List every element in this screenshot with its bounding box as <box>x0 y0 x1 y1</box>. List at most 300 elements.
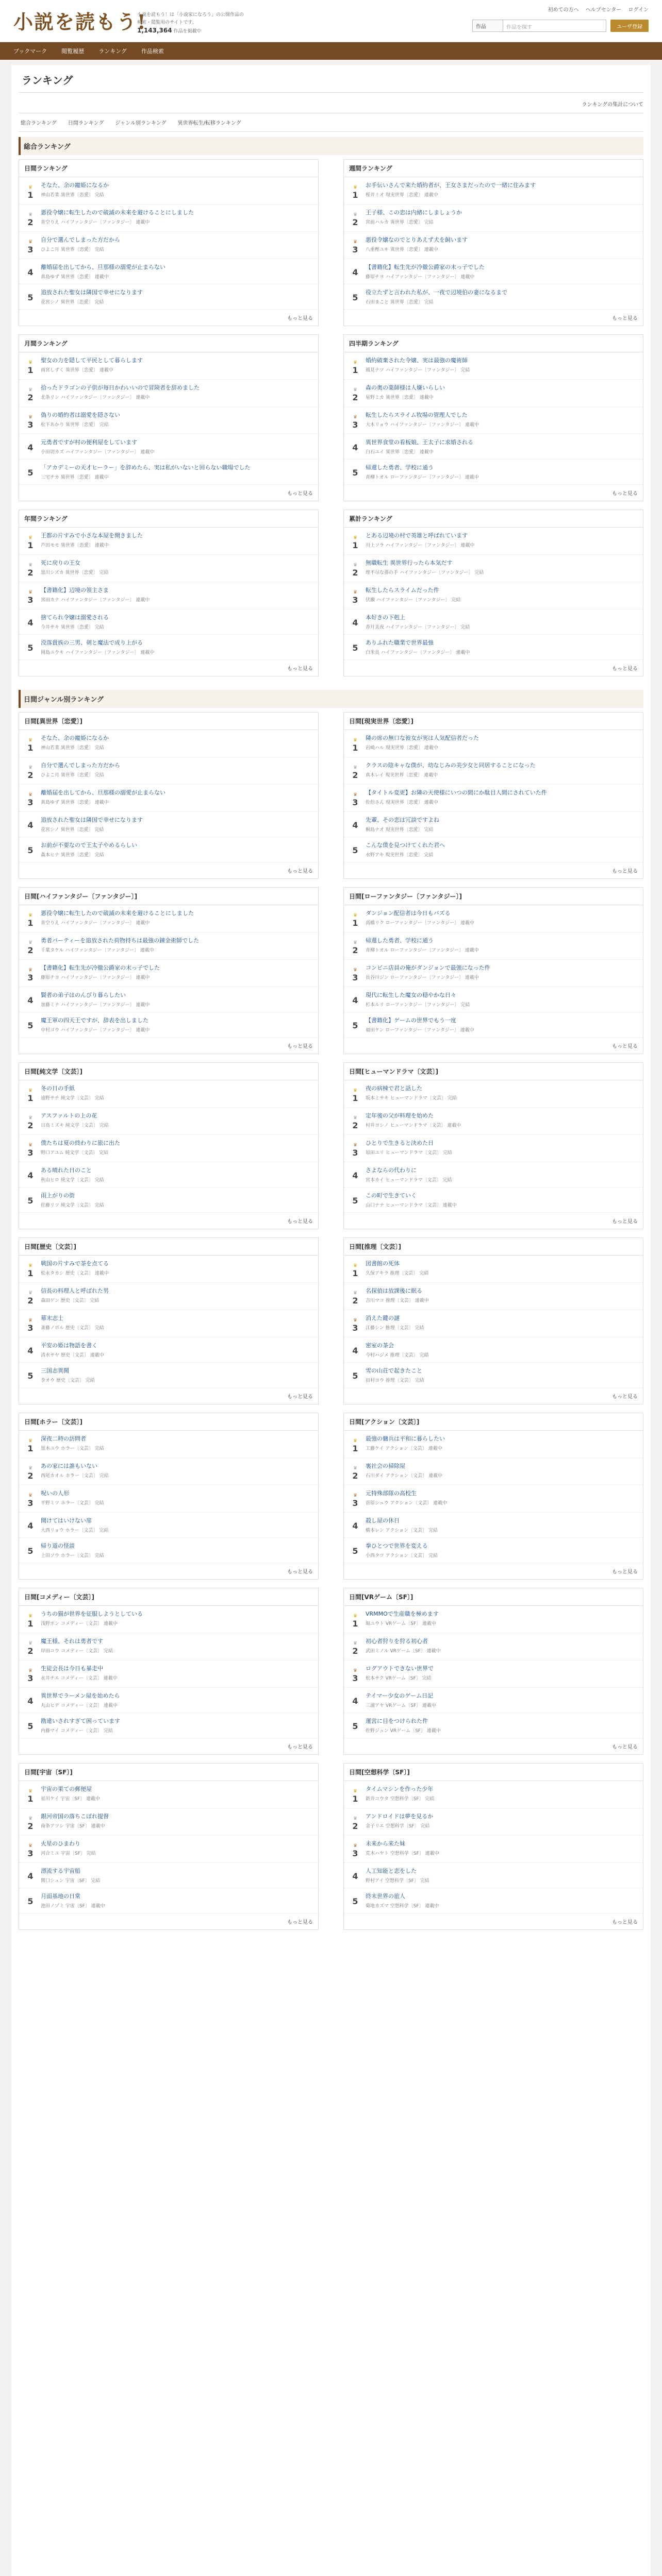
novel-meta: 武田ミノル VRゲーム〔SF〕 連載中 <box>366 1649 441 1654</box>
more-link[interactable]: もっと見る <box>287 1569 313 1575</box>
novel-title-link[interactable]: ありふれた職業で世界最強 <box>366 639 434 646</box>
novel-title-link[interactable]: 婚約破棄された令嬢、実は最強の魔術師 <box>366 357 468 364</box>
novel-title-link[interactable]: 終末世界の旅人 <box>366 1893 405 1900</box>
novel-meta: 堀ユウト VRゲーム〔SF〕 連載中 <box>366 1621 437 1626</box>
more-link[interactable]: もっと見る <box>287 316 313 321</box>
ranking-item <box>344 380 643 407</box>
novel-meta: 岡島ユウキ ハイファンタジー〔ファンタジー〕 連載中 <box>41 650 155 655</box>
ranking-item-body <box>361 1892 638 1909</box>
novel-title-link[interactable]: 勘違いされすぎて困っています <box>41 1718 120 1724</box>
ranking-item-body <box>361 1139 638 1158</box>
novel-title-link[interactable]: 殺し屋の休日 <box>366 1517 400 1524</box>
rank-digit: 5 <box>27 468 34 478</box>
ranking-box-title: 年間ランキング <box>19 510 318 528</box>
ranking-item <box>344 1135 643 1162</box>
novel-title-link[interactable]: 無職転生 異世界行ったら本気だす <box>366 560 453 566</box>
novel-meta: 松下あかり 異世界〔恋愛〕 完結 <box>41 422 109 428</box>
ranking-item <box>344 837 643 862</box>
novel-title-link[interactable]: 人工知能と恋をした <box>366 1868 417 1874</box>
novel-title-link[interactable]: 消えた鍵の謎 <box>366 1315 400 1321</box>
rank-digit: 4 <box>27 1696 34 1706</box>
novel-title-link[interactable]: 信長の料理人と呼ばれた男 <box>41 1287 109 1294</box>
novel-title-link[interactable]: VRMMOで生産職を極めます <box>366 1611 439 1617</box>
novel-title-link[interactable]: 名探偵は放課後に眠る <box>366 1287 422 1294</box>
rank-number <box>24 1840 37 1858</box>
novel-title-link[interactable]: 銀河帝国の落ちこぼれ提督 <box>41 1813 109 1820</box>
ranking-item-body <box>37 236 313 255</box>
novel-title-link[interactable]: あの家には誰もいない <box>41 1463 97 1469</box>
crown-icon: ♛ <box>353 1614 358 1619</box>
novel-title-link[interactable]: 「アカデミーの天才ヒーラー」を辞めたら、実は私がいないと回らない職場でした <box>41 464 251 471</box>
ranking-item <box>19 555 318 582</box>
ranking-item <box>19 1863 318 1888</box>
novel-meta: 青空りえ ハイファンタジー〔ファンタジー〕 連載中 <box>41 220 150 225</box>
global-nav <box>0 42 662 60</box>
more-link[interactable]: もっと見る <box>287 1920 313 1925</box>
rank-number <box>349 816 361 833</box>
novel-title-link[interactable]: 王子様、この恋は内緒にしましょうか <box>366 209 462 216</box>
novel-title-link[interactable]: 密室の茶会 <box>366 1342 394 1349</box>
crown-icon: ♛ <box>353 940 358 945</box>
novel-title-link[interactable]: 【書籍化】辺境の領主さま <box>41 587 109 594</box>
ranking-item-body <box>37 1342 313 1358</box>
novel-title-link[interactable]: 幕末志士 <box>41 1315 63 1321</box>
novel-title-link[interactable]: 隣の席の無口な彼女が実は人気配信者だった <box>366 735 479 741</box>
rank-number <box>24 1610 37 1629</box>
ranking-item <box>19 1538 318 1563</box>
rank-digit: 3 <box>352 1148 358 1158</box>
ranking-item <box>19 205 318 232</box>
ranking-item <box>344 528 643 555</box>
crown-icon: ♛ <box>28 1088 33 1093</box>
ranking-item <box>19 1888 318 1913</box>
ranking-item-body <box>37 411 313 430</box>
crown-icon: ♛ <box>353 1843 358 1849</box>
novel-meta: 大木リョウ ハイファンタジー〔ファンタジー〕 連載中 <box>366 422 479 428</box>
rank-digit: 1 <box>352 918 358 928</box>
rank-number <box>349 761 361 780</box>
rank-number <box>24 841 37 858</box>
rank-number <box>349 559 361 578</box>
novel-meta: 松本サク VRゲーム〔SF〕 完結 <box>366 1676 432 1681</box>
novel-title-link[interactable]: タイムマシンを作った少年 <box>366 1786 434 1792</box>
ranking-item-body <box>37 1892 313 1909</box>
novel-title-link[interactable]: 本好きの下剋上 <box>366 614 405 621</box>
ranking-box-title: 日間[空想科学〔SF〕] <box>344 1764 643 1781</box>
rank-number <box>349 909 361 928</box>
novel-title-link[interactable]: 冬の日の手紙 <box>41 1085 75 1092</box>
rank-digit: 5 <box>352 1896 358 1906</box>
rank-number <box>349 1840 361 1858</box>
novel-title-link[interactable]: そなた、余の寵姫になるか <box>41 182 109 189</box>
novel-title-link[interactable]: ダンジョン配信者は今日もバズる <box>366 910 451 917</box>
toplink-beginner[interactable]: 初めての方へ <box>548 7 579 13</box>
rank-digit: 3 <box>352 595 358 605</box>
crown-icon: ♛ <box>353 185 358 190</box>
nav-ranking[interactable]: ランキング <box>98 48 127 55</box>
crown-icon: ♛ <box>28 1143 33 1148</box>
novel-meta: 菅原シュウ アクション〔文芸〕 連載中 <box>366 1501 448 1506</box>
novel-title-link[interactable]: 雨上がりの街 <box>41 1192 75 1199</box>
novel-title-link[interactable]: 裏社会の掃除屋 <box>366 1463 405 1469</box>
more-link[interactable]: もっと見る <box>612 316 638 321</box>
novel-title-link[interactable]: 帰還した勇者、学校に通う <box>366 937 434 944</box>
rank-number <box>24 438 37 455</box>
novel-title-link[interactable]: 生徒会長は今日も暴走中 <box>41 1665 103 1672</box>
novel-title-link[interactable]: 夜の病棟で君と話した <box>366 1085 422 1092</box>
novel-title-link[interactable]: 開けてはいけない扉 <box>41 1517 92 1524</box>
novel-title-link[interactable]: この町で生きていく <box>366 1192 417 1199</box>
novel-title-link[interactable]: 【書籍化】ゲームの世界でもう一度 <box>366 1017 456 1024</box>
ranking-item <box>344 1713 643 1738</box>
novel-title-link[interactable]: 僕たちは夏の終わりに旅に出た <box>41 1140 120 1146</box>
novel-title-link[interactable]: さよならの代わりに <box>366 1167 417 1174</box>
tab-isekai[interactable]: 異世界転生/転移ランキング <box>177 121 241 126</box>
novel-title-link[interactable]: ログアウトできない世界で <box>366 1665 434 1672</box>
more-link[interactable]: もっと見る <box>287 1394 313 1400</box>
novel-title-link[interactable]: 戦国の片すみで茶を点てる <box>41 1260 109 1267</box>
crown-icon: ♛ <box>28 240 33 245</box>
novel-meta: 荒木ハヤト 空想科学〔SF〕 連載中 <box>366 1851 439 1856</box>
novel-title-link[interactable]: とある辺境の村で英雄と呼ばれています <box>366 532 468 539</box>
novel-title-link[interactable]: 漂流する宇宙船 <box>41 1868 80 1874</box>
more-link[interactable]: もっと見る <box>612 666 638 672</box>
novel-meta: 原田ユリ ヒューマンドラマ〔文芸〕 完結 <box>366 1150 452 1156</box>
ranking-item <box>19 1660 318 1688</box>
novel-title-link[interactable]: 元勇者ですが村の便利屋をしています <box>41 439 137 446</box>
toplink-help[interactable]: ヘルプセンター <box>585 7 622 13</box>
ranking-item <box>19 1135 318 1162</box>
search-input[interactable]: 作品を探す <box>503 20 606 32</box>
more-link[interactable]: もっと見る <box>612 1920 638 1925</box>
ranking-item <box>344 905 643 933</box>
crown-icon: ♛ <box>353 1088 358 1093</box>
novel-title-link[interactable]: アンドロイドは夢を見るか <box>366 1813 434 1820</box>
novel-title-link[interactable]: 聖女の力を隠して平民として暮らします <box>41 357 143 364</box>
nav-history[interactable]: 閲覧履歴 <box>61 48 85 55</box>
novel-meta: 藤原チヨ ハイファンタジー〔ファンタジー〕 連載中 <box>41 975 150 980</box>
rank-number <box>24 464 37 480</box>
novel-title-link[interactable]: 王都の片すみで小さな本屋を開きました <box>41 532 143 539</box>
novel-title-link[interactable]: 深夜二時の訪問者 <box>41 1435 86 1442</box>
more-link[interactable]: もっと見る <box>612 1569 638 1575</box>
rank-number <box>349 1139 361 1158</box>
ranking-item <box>344 407 643 434</box>
novel-title-link[interactable]: 没落貴族の三男、剣と魔法で成り上がる <box>41 639 143 646</box>
ranking-item <box>19 582 318 609</box>
section-heading: 総合ランキング <box>19 137 643 155</box>
rank-digit: 2 <box>352 770 358 780</box>
ranking-box <box>19 159 319 326</box>
ranking-item <box>344 1888 643 1913</box>
ranking-item-body <box>37 1812 313 1831</box>
novel-title-link[interactable]: 転生したらスライム牧場の管理人でした <box>366 412 468 418</box>
novel-meta: 杉本ルリ ローファンタジー〔ファンタジー〕 完結 <box>366 1003 470 1008</box>
novel-title-link[interactable]: 運営に目をつけられた件 <box>366 1718 428 1724</box>
crown-icon: ♛ <box>28 1789 33 1794</box>
ranking-item <box>19 1633 318 1660</box>
novel-meta: 香月美夜 ハイファンタジー〔ファンタジー〕 完結 <box>366 625 470 630</box>
novel-title-link[interactable]: 最強の傭兵は平和に暮らしたい <box>366 1435 445 1442</box>
novel-title-link[interactable]: 宇宙の果ての郵便屋 <box>41 1786 92 1792</box>
nav-bookmark[interactable]: ブックマーク <box>13 48 47 55</box>
ranking-item-body <box>361 559 638 578</box>
crown-icon: ♛ <box>353 535 358 540</box>
rank-number <box>349 384 361 402</box>
crown-icon: ♛ <box>353 1115 358 1121</box>
toplink-login[interactable]: ログイン <box>628 7 649 13</box>
novel-title-link[interactable]: ある晴れた日のこと <box>41 1167 92 1174</box>
novel-title-link[interactable]: うちの猫が世界を征服しようとしている <box>41 1611 143 1617</box>
more-link[interactable]: もっと見る <box>612 1744 638 1750</box>
crown-icon: ♛ <box>353 1789 358 1794</box>
rank-number <box>349 1489 361 1508</box>
ranking-item-body <box>361 1084 638 1103</box>
ranking-item <box>344 1513 643 1538</box>
novel-title-link[interactable]: 月面基地の日常 <box>41 1893 80 1900</box>
novel-meta: 内藤マイ コメディー〔文芸〕 完結 <box>41 1728 113 1734</box>
ranking-item <box>344 1283 643 1310</box>
novel-title-link[interactable]: こんな僕を見つけてくれた君へ <box>366 842 445 849</box>
rank-digit: 1 <box>27 540 34 550</box>
rank-digit: 4 <box>352 443 358 452</box>
rank-number <box>24 1867 37 1884</box>
rank-digit: 5 <box>27 1546 34 1556</box>
novel-title-link[interactable]: コンビニ店員の俺がダンジョンで最強になった件 <box>366 964 490 971</box>
novel-title-link[interactable]: 追放された聖女は隣国で幸せになります <box>41 817 143 823</box>
novel-title-link[interactable]: 悪役令嬢なのでとりあえず犬を飼います <box>366 236 468 243</box>
novel-meta: 平野ミツ ホラー〔文芸〕 完結 <box>41 1501 104 1506</box>
novel-meta: 北条リン ハイファンタジー〔ファンタジー〕 連載中 <box>41 395 150 400</box>
novel-title-link[interactable]: 魔王軍の四天王ですが、辞表を出しました <box>41 1017 148 1024</box>
novel-title-link[interactable]: 異世界でラーメン屋を始めたら <box>41 1692 120 1699</box>
rank-number <box>349 1717 361 1734</box>
rank-number <box>24 1462 37 1481</box>
novel-title-link[interactable]: 役立たずと言われた私が、一夜で辺境伯の妻になるまで <box>366 289 507 296</box>
novel-title-link[interactable]: 図書館の死体 <box>366 1260 400 1267</box>
more-link[interactable]: もっと見る <box>287 666 313 672</box>
novel-title-link[interactable]: 初心者狩りを狩る初心者 <box>366 1638 428 1645</box>
more-link[interactable]: もっと見る <box>287 1044 313 1049</box>
ranking-item <box>19 757 318 785</box>
nav-search[interactable]: 作品検索 <box>141 48 164 55</box>
rank-digit: 2 <box>352 1471 358 1481</box>
ranking-item-body <box>361 1517 638 1533</box>
ranking-item-body <box>37 1517 313 1533</box>
novel-meta: 森田ゲン 歴史〔文芸〕 完結 <box>41 1298 100 1303</box>
novel-title-link[interactable]: お前が不要なので王太子やめるらしい <box>41 842 137 849</box>
rank-number <box>24 1892 37 1909</box>
rank-number <box>24 1812 37 1831</box>
ranking-item <box>19 1283 318 1310</box>
novel-title-link[interactable]: 現代に転生した魔女の穏やかな日々 <box>366 992 456 998</box>
novel-title-link[interactable]: 呪いの人形 <box>41 1490 69 1497</box>
rank-digit: 3 <box>352 420 358 430</box>
ranking-item-body <box>37 841 313 858</box>
ranking-item <box>19 1363 318 1388</box>
novel-meta: 池田ノゾミ 宇宙〔SF〕 連載中 <box>41 1904 105 1909</box>
novel-meta: 藤原チヨ ハイファンタジー〔ファンタジー〕 連載中 <box>366 275 475 280</box>
rank-digit: 1 <box>352 1268 358 1278</box>
search-type-select[interactable]: 作品 <box>472 20 503 32</box>
more-link[interactable]: もっと見る <box>287 869 313 874</box>
ranking-item <box>19 933 318 960</box>
register-button[interactable]: ユーザ登録 <box>610 20 649 32</box>
novel-title-link[interactable]: 魔王様、それは勇者です <box>41 1638 103 1645</box>
novel-meta: 橋本レン アクション〔文芸〕 完結 <box>366 1528 438 1533</box>
novel-meta: 黒木ユウ ホラー〔文芸〕 完結 <box>41 1446 104 1451</box>
crown-icon: ♛ <box>353 1493 358 1498</box>
novel-title-link[interactable]: 定年後の父が料理を始めた <box>366 1112 434 1119</box>
search-area <box>472 20 649 32</box>
novel-title-link[interactable]: 自分で選んでしまった方だから <box>41 236 120 243</box>
site-logo[interactable]: 小説を読もう! <box>13 10 147 33</box>
novel-meta: 真木レイ 現実世界〔恋愛〕 連載中 <box>366 773 438 778</box>
novel-title-link[interactable]: 先輩、その恋は冗談ですよね <box>366 817 439 823</box>
ranking-item-body <box>37 614 313 630</box>
novel-meta: 遠野サチ 純文学〔文芸〕 完結 <box>41 1096 104 1101</box>
crown-icon: ♛ <box>28 1668 33 1673</box>
novel-title-link[interactable]: 捨てられ令嬢は溺愛される <box>41 614 109 621</box>
tab-total[interactable]: 総合ランキング <box>21 121 57 126</box>
novel-meta: 長谷川ジン ローファンタジー〔ファンタジー〕 連載中 <box>366 975 479 980</box>
more-link[interactable]: もっと見る <box>287 1219 313 1225</box>
novel-meta: 芦田モモ 異世界〔恋愛〕 連載中 <box>41 543 109 548</box>
novel-title-link[interactable]: 偽りの婚約者は溺愛を隠さない <box>41 412 120 418</box>
novel-title-link[interactable]: 拾ったドラゴンの子供が毎日かわいいので冒険者を辞めました <box>41 384 200 391</box>
rank-digit: 4 <box>27 443 34 452</box>
novel-title-link[interactable]: テイマー少女のゲーム日記 <box>366 1692 434 1699</box>
novel-title-link[interactable]: 【書籍化】転生先が冷徹公爵家の末っ子でした <box>41 964 160 971</box>
tab-genre[interactable]: ジャンル別ランキング <box>115 121 167 126</box>
novel-title-link[interactable]: 火星のひまわり <box>41 1840 80 1847</box>
novel-meta: 花宮シノ 異世界〔恋愛〕 完結 <box>41 827 104 833</box>
ranking-item-body <box>361 181 638 200</box>
novel-title-link[interactable]: 帰還した勇者、学校に通う <box>366 464 434 471</box>
rank-digit: 3 <box>27 420 34 430</box>
more-link[interactable]: もっと見る <box>612 1394 638 1400</box>
rank-digit: 2 <box>27 568 34 578</box>
ranking-help-link[interactable]: ランキングの集計について <box>582 102 643 108</box>
more-link[interactable]: もっと見る <box>287 491 313 497</box>
novel-meta: 南条アツシ 宇宙〔SF〕 連載中 <box>41 1824 105 1829</box>
more-link[interactable]: もっと見る <box>287 1744 313 1750</box>
ranking-item-body <box>361 1342 638 1358</box>
rank-digit: 1 <box>27 1794 34 1804</box>
ranking-item <box>19 960 318 987</box>
more-link[interactable]: もっと見る <box>612 1044 638 1049</box>
rank-number <box>349 991 361 1008</box>
novel-title-link[interactable]: 自分で選んでしまった方だから <box>41 762 120 769</box>
novel-title-link[interactable]: 拳ひとつで世界を変える <box>366 1543 428 1549</box>
novel-title-link[interactable]: 帰り道の怪談 <box>41 1543 75 1549</box>
rank-number <box>24 1517 37 1533</box>
ranking-item-body <box>361 789 638 807</box>
rank-number <box>349 586 361 605</box>
novel-title-link[interactable]: 死に戻りの王女 <box>41 560 80 566</box>
novel-title-link[interactable]: 未来から来た妹 <box>366 1840 405 1847</box>
crown-icon: ♛ <box>28 212 33 217</box>
rank-digit: 3 <box>27 1323 34 1333</box>
rank-digit: 3 <box>352 245 358 255</box>
rank-digit: 5 <box>352 1196 358 1206</box>
novel-title-link[interactable]: クラスの陰キャな僕が、幼なじみの美少女と同居することになった <box>366 762 536 769</box>
novel-title-link[interactable]: 【タイトル変更】お隣の天使様にいつの間にか駄目人間にされていた件 <box>366 789 547 796</box>
rank-number <box>349 614 361 630</box>
novel-title-link[interactable]: ひとりで生きると決めた日 <box>366 1140 434 1146</box>
novel-title-link[interactable]: 離婚届を出してから、旦那様の溺愛が止まらない <box>41 264 166 270</box>
crown-icon: ♛ <box>28 1263 33 1268</box>
novel-title-link[interactable]: そなた、余の寵姫になるか <box>41 735 109 741</box>
rank-digit: 4 <box>352 995 358 1005</box>
ranking-box <box>343 159 643 326</box>
ranking-item <box>344 1431 643 1458</box>
rank-digit: 3 <box>352 1673 358 1683</box>
rank-digit: 5 <box>352 293 358 302</box>
rank-number <box>24 1367 37 1383</box>
rank-digit: 2 <box>352 1296 358 1306</box>
novel-title-link[interactable]: 追放された聖女は隣国で幸せになります <box>41 289 143 296</box>
novel-title-link[interactable]: 悪役令嬢に転生したので破滅の未来を避けることにしました <box>41 910 194 917</box>
rank-number <box>349 1016 361 1033</box>
more-link[interactable]: もっと見る <box>612 1219 638 1225</box>
novel-title-link[interactable]: 元特殊部隊の高校生 <box>366 1490 417 1497</box>
novel-title-link[interactable]: 勇者パーティーを追放された荷物持ちは最強の錬金術師でした <box>41 937 200 944</box>
novel-title-link[interactable]: 森の奥の薬師様は人嫌いらしい <box>366 384 445 391</box>
rank-number <box>349 1692 361 1708</box>
novel-title-link[interactable]: アスファルトの上の花 <box>41 1112 97 1119</box>
novel-title-link[interactable]: 雪の山荘で起きたこと <box>366 1367 422 1374</box>
novel-title-link[interactable]: 賢者の弟子はのんびり暮らしたい <box>41 992 126 998</box>
novel-meta: 三宅チカ 異世界〔恋愛〕 連載中 <box>41 475 109 480</box>
novel-title-link[interactable]: 離婚届を出してから、旦那様の溺愛が止まらない <box>41 789 166 796</box>
ranking-item-body <box>361 1867 638 1884</box>
novel-title-link[interactable]: 悪役令嬢に転生したので破滅の未来を避けることにしました <box>41 209 194 216</box>
rank-number <box>24 289 37 305</box>
novel-meta: 今村ハジメ 推理〔文芸〕 完結 <box>366 1353 429 1358</box>
ranking-item-body <box>361 1637 638 1656</box>
novel-title-link[interactable]: お手伝いさんで来た婚約者が、王女さまだったので一緒に住みます <box>366 182 536 189</box>
crown-icon: ♛ <box>353 1143 358 1148</box>
novel-meta: 森本ヒナ 異世界〔恋愛〕 完結 <box>41 853 104 858</box>
novel-title-link[interactable]: 異世界食堂の看板娘、王太子に求婚される <box>366 439 473 446</box>
rank-digit: 1 <box>27 1444 34 1453</box>
rank-digit: 2 <box>27 393 34 402</box>
novel-meta: 秋山ヒロ 純文学〔文芸〕 完結 <box>41 1178 104 1183</box>
ranking-box-title: 日間[推理〔文芸〕] <box>344 1238 643 1256</box>
rank-number <box>24 1287 37 1306</box>
crown-icon: ♛ <box>353 563 358 568</box>
novel-title-link[interactable]: 【書籍化】転生先が冷徹公爵家の末っ子でした <box>366 264 485 270</box>
more-link[interactable]: もっと見る <box>612 491 638 497</box>
crown-icon: ♛ <box>353 765 358 770</box>
ranking-item <box>344 434 643 460</box>
novel-title-link[interactable]: 三国志異聞 <box>41 1367 69 1374</box>
rank-digit: 2 <box>352 393 358 402</box>
ranking-item <box>19 232 318 259</box>
rank-digit: 1 <box>27 918 34 928</box>
novel-title-link[interactable]: 平安の姫は物語を書く <box>41 1342 97 1349</box>
novel-title-link[interactable]: 転生したらスライムだった件 <box>366 587 439 594</box>
ranking-item <box>344 177 643 205</box>
tab-daily[interactable]: 日間ランキング <box>68 121 104 126</box>
ranking-box <box>19 1238 319 1404</box>
ranking-item-body <box>361 1840 638 1858</box>
ranking-item <box>19 1688 318 1713</box>
ranking-item-body <box>361 289 638 305</box>
rank-number <box>349 964 361 982</box>
more-link[interactable]: もっと見る <box>612 869 638 874</box>
